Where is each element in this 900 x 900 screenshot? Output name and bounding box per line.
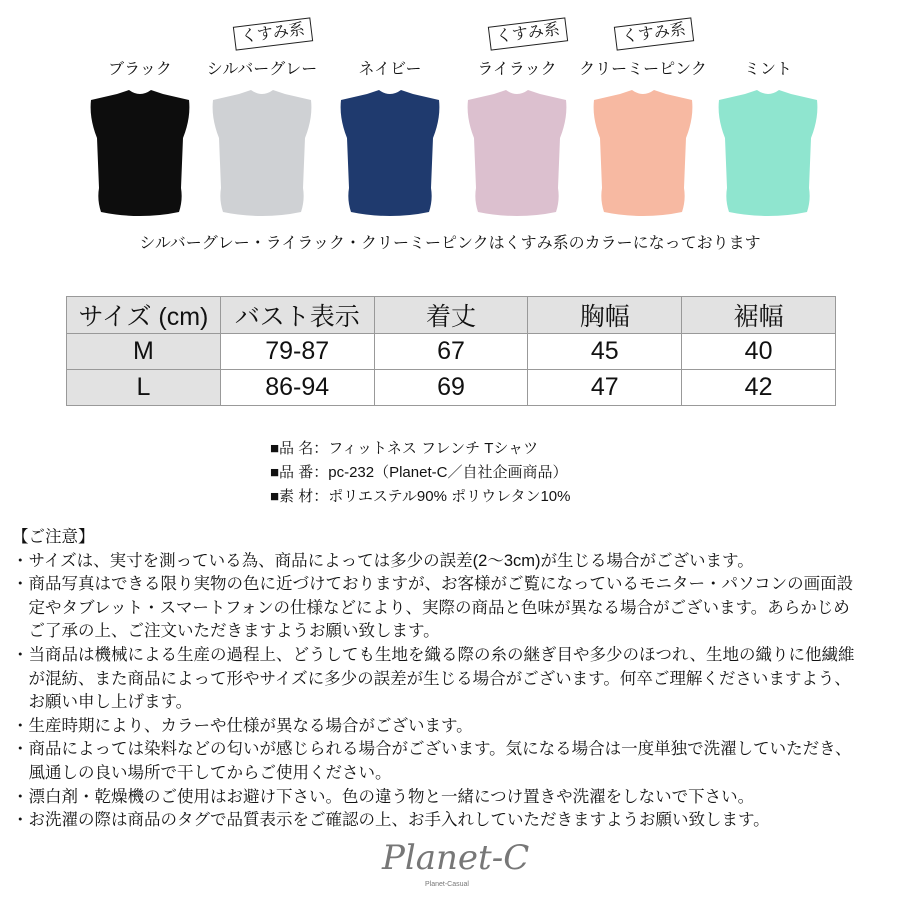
note-line: ご了承の上、ご注文いただきますようお願い致します。 bbox=[12, 622, 440, 641]
shirt-image bbox=[207, 88, 317, 220]
table-cell: 40 bbox=[682, 334, 836, 370]
note-line: ・お洗濯の際は商品のタグで品質表示をご確認の上、お手入れしていただきますようお願い致します。 bbox=[12, 811, 770, 830]
note-line: ・生産時期により、カラーや仕様が異なる場合がございます。 bbox=[12, 716, 473, 735]
shirt-image bbox=[462, 88, 572, 220]
table-cell: 86-94 bbox=[220, 370, 374, 406]
color-label: ブラック bbox=[108, 61, 172, 78]
size-cell: M bbox=[67, 334, 221, 370]
shirt-image bbox=[85, 88, 195, 220]
spec-material: ■素 材：ポリエステル90% ポリウレタン10% bbox=[270, 488, 571, 505]
spec-number: ■品 番：pc-232（Planet-C／自社企画商品） bbox=[270, 464, 568, 481]
color-caption: シルバーグレー・ライラック・クリーミーピンクはくすみ系のカラーになっております bbox=[139, 235, 761, 252]
table-cell: 69 bbox=[374, 370, 528, 406]
notes bbox=[12, 526, 855, 833]
color-label: ネイビー bbox=[358, 61, 422, 78]
kusumi-stamp: くすみ系 bbox=[233, 17, 313, 50]
brand-logo: Planet-C bbox=[382, 838, 530, 878]
note-line: ・漂白剤・乾燥機のご使用はお避け下さい。色の違う物と一緒につけ置きや洗濯をしないで下さい。 bbox=[12, 787, 755, 806]
color-label: ライラック bbox=[477, 61, 557, 78]
kusumi-stamp: くすみ系 bbox=[488, 17, 568, 50]
header-cell: 裾幅 bbox=[682, 297, 836, 334]
note-line: 定やタブレット・スマートフォンの仕様などにより、実際の商品と色味が異なる場合がございます。あらかじめ bbox=[12, 598, 850, 617]
table-cell: 45 bbox=[528, 334, 682, 370]
color-label: ミント bbox=[743, 61, 793, 78]
shirt-image bbox=[335, 88, 445, 220]
kusumi-stamp: くすみ系 bbox=[614, 17, 694, 50]
product-spec bbox=[270, 437, 571, 509]
brand-logo-sub: Planet-Casual bbox=[425, 881, 469, 888]
header-cell: バスト表示 bbox=[220, 297, 374, 334]
note-line: ・サイズは、実寸を測っている為、商品によっては多少の誤差(2〜3cm)が生じる場合がございます。 bbox=[12, 551, 754, 570]
notes-title: 【ご注意】 bbox=[12, 528, 95, 546]
size-table bbox=[66, 296, 836, 406]
size-cell: L bbox=[67, 370, 221, 406]
table-cell: 47 bbox=[528, 370, 682, 406]
color-label: クリーミーピンク bbox=[579, 61, 707, 78]
color-label: シルバーグレー bbox=[206, 61, 318, 78]
header-cell: 着丈 bbox=[374, 297, 528, 334]
note-line: が混紡、また商品によって形やサイズに多少の誤差が生じる場合がございます。何卒ご理解くださいますよう、 bbox=[12, 669, 851, 688]
table-cell: 79-87 bbox=[220, 334, 374, 370]
spec-name: ■品 名：フィットネス フレンチ Tシャツ bbox=[270, 440, 539, 457]
header-cell: サイズ (cm) bbox=[67, 297, 221, 334]
header-cell: 胸幅 bbox=[528, 297, 682, 334]
table-row bbox=[67, 370, 836, 406]
table-header-row bbox=[67, 297, 836, 334]
note-line: お願い申し上げます。 bbox=[12, 693, 193, 712]
note-line: ・当商品は機械による生産の過程上、どうしても生地を織る際の糸の継ぎ目や多少のほつれ、生地の織りに他繊維 bbox=[12, 645, 855, 664]
table-cell: 42 bbox=[682, 370, 836, 406]
table-row bbox=[67, 334, 836, 370]
table-cell: 67 bbox=[374, 334, 528, 370]
notes-list bbox=[12, 550, 855, 833]
note-line: 風通しの良い場所で干してからご使用ください。 bbox=[12, 763, 392, 782]
note-line: ・商品によっては染料などの匂いが感じられる場合がございます。気になる場合は一度単独で洗濯していただき、 bbox=[12, 740, 852, 759]
shirt-image bbox=[588, 88, 698, 220]
note-line: ・商品写真はできる限り実物の色に近づけておりますが、お客様がご覧になっているモニター・パソコンの画面設 bbox=[12, 575, 854, 594]
shirt-image bbox=[713, 88, 823, 220]
